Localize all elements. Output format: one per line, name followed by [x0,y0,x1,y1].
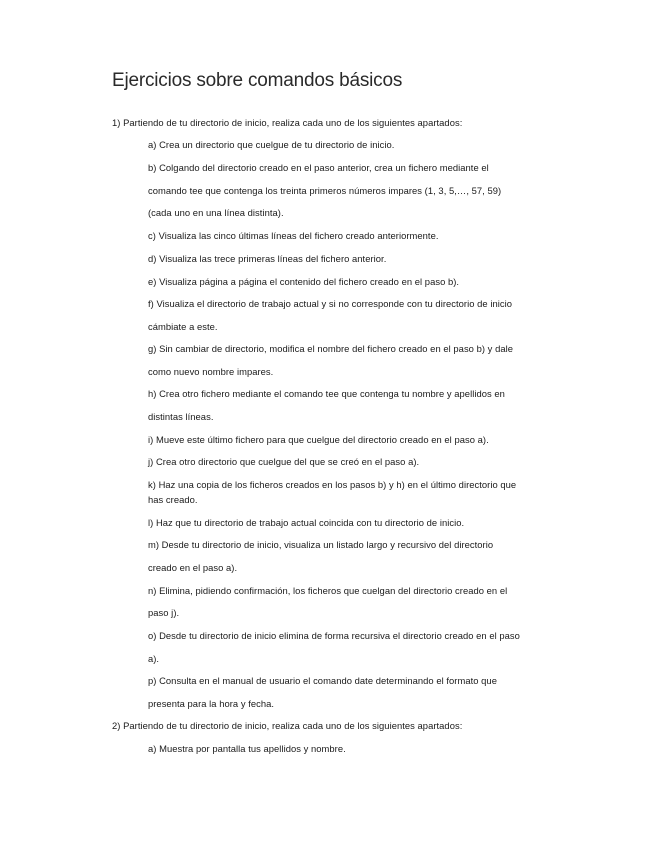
exercise-2-heading: 2) Partiendo de tu directorio de inicio, realiza cada uno de los siguientes apartados: [112,720,463,731]
item-1p-line-2: presenta para la hora y fecha. [148,698,275,709]
item-1g-line-1: g) Sin cambiar de directorio, modifica el nombre del fichero creado en el paso b) y dale [148,343,514,354]
item-1g-line-2: como nuevo nombre impares. [148,366,274,377]
item-2a: a) Muestra por pantalla tus apellidos y nombre. [148,743,346,754]
item-1f-line-2: cámbiate a este. [148,321,218,332]
item-1m-line-1: m) Desde tu directorio de inicio, visualiza un listado largo y recursivo del directorio [148,539,494,550]
item-1o-line-1: o) Desde tu directorio de inicio elimina de forma recursiva el directorio creado en el paso [148,630,520,641]
item-1n-line-2: paso j). [148,607,180,618]
item-1b-line-2: comando tee que contenga los treinta primeros números impares (1, 3, 5,…, 57, 59) [148,185,502,196]
item-1d: d) Visualiza las trece primeras líneas del fichero anterior. [148,253,387,264]
item-1e: e) Visualiza página a página el contenido del fichero creado en el paso b). [148,276,460,287]
item-1a: a) Crea un directorio que cuelgue de tu directorio de inicio. [148,139,395,150]
item-1b-line-3: (cada uno en una línea distinta). [148,207,284,218]
item-1k-line-1: k) Haz una copia de los ficheros creados en los pasos b) y h) en el último directorio que [148,479,517,490]
item-1c: c) Visualiza las cinco últimas líneas del fichero creado anteriormente. [148,230,439,241]
item-1h-line-2: distintas líneas. [148,411,214,422]
item-1m-line-2: creado en el paso a). [148,562,238,573]
item-1f-line-1: f) Visualiza el directorio de trabajo actual y si no corresponde con tu directorio de inicio [148,298,512,309]
item-1i: i) Mueve este último fichero para que cuelgue del directorio creado en el paso a). [148,434,489,445]
item-1n-line-1: n) Elimina, pidiendo confirmación, los ficheros que cuelgan del directorio creado en el [148,585,508,596]
item-1b-line-1: b) Colgando del directorio creado en el paso anterior, crea un fichero mediante el [148,162,489,173]
item-1o-line-2: a). [148,653,160,664]
exercise-1-heading: 1) Partiendo de tu directorio de inicio, realiza cada uno de los siguientes apartados: [112,117,463,128]
item-1l: l) Haz que tu directorio de trabajo actual coincida con tu directorio de inicio. [148,517,465,528]
item-1p-line-1: p) Consulta en el manual de usuario el comando date determinando el formato que [148,675,497,686]
item-1j: j) Crea otro directorio que cuelgue del que se creó en el paso a). [148,456,420,467]
item-1h-line-1: h) Crea otro fichero mediante el comando tee que contenga tu nombre y apellidos en [148,388,505,399]
page-title: Ejercicios sobre comandos básicos [112,70,403,91]
item-1k-line-2: has creado. [148,494,198,505]
